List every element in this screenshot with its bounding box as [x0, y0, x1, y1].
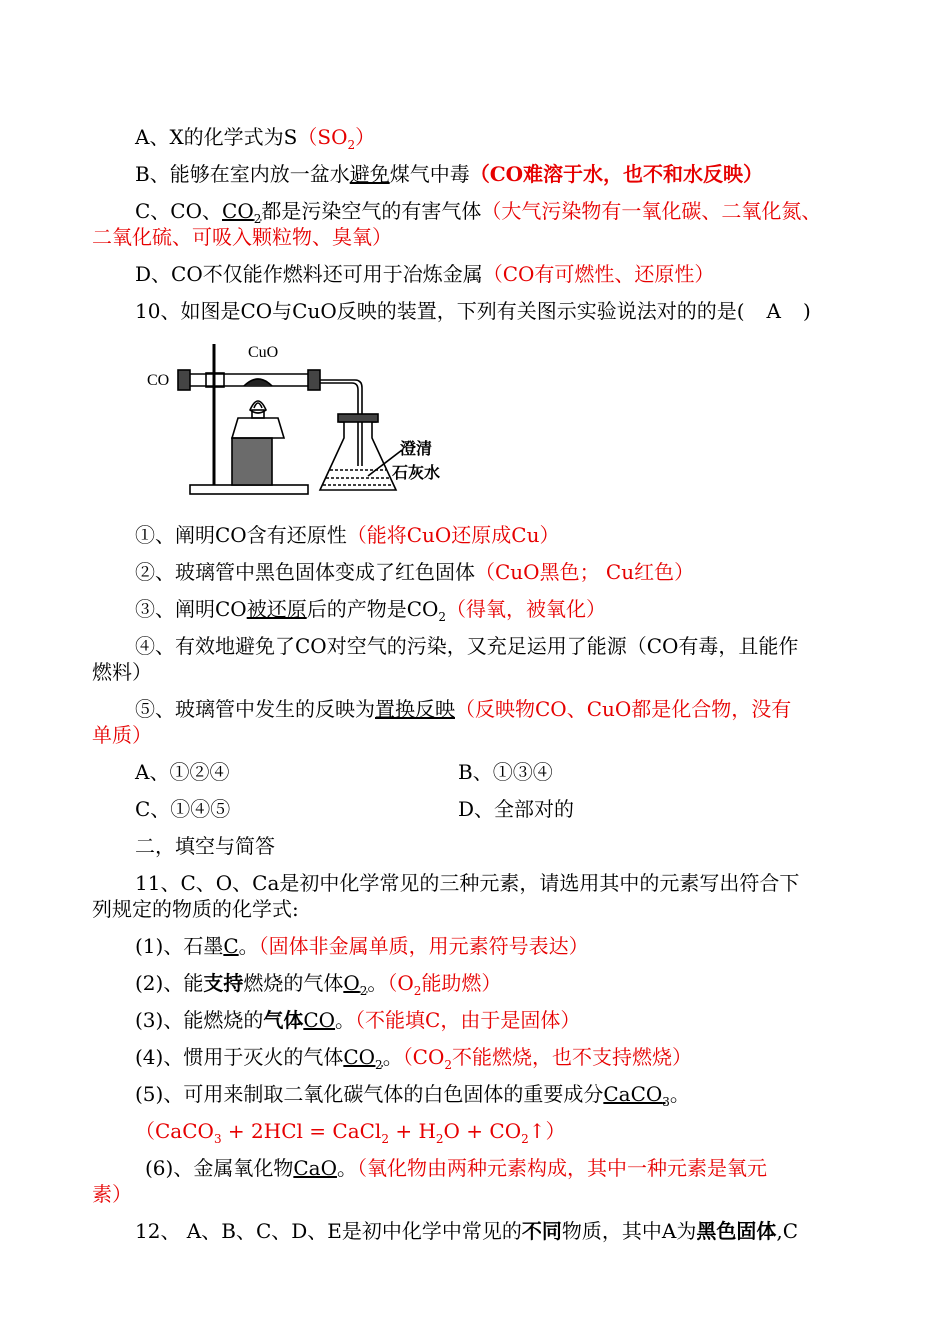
q9-option-c: C、CO、$CO_2$都是污染空气的有害气体（大气污染物有一氧化碳、二氧化氮、 [135, 199, 822, 226]
q11-stem: 11、C、O、Ca是初中化学常见的三种元素，请选用其中的元素写出符合下 [135, 871, 800, 895]
q11-item-4: (4)、惯用于灭火的气体$CO_2$。（$CO_2$不能燃烧，也不支持燃烧） [135, 1045, 693, 1072]
q10-options-row-1: A、①②④ B、①③④ [135, 760, 553, 784]
q9-option-c-note: 二氧化硫、可吸入颗粒物、臭氧） [92, 225, 392, 249]
q10-stem: 10、如图是CO与CuO反映的装置，下列有关图示实验说法对的的是( A ) [135, 299, 811, 323]
q12-stem: 12、 A、B、C、D、E是初中化学中常见的不同物质，其中A为黑色固体,C [135, 1219, 799, 1243]
figure-co-label: CO [147, 372, 170, 389]
q10-statement-5-note: 单质） [92, 723, 152, 747]
q11-equation: （CaCO$_3$ + 2HCl = CaCl$_2$ + $H_2O$ + $CO_2↑$） [135, 1119, 566, 1146]
q10-statement-2: ②、玻璃管中黑色固体变成了红色固体（CuO黑色； Cu红色） [135, 560, 695, 584]
q9-option-a: A、X的化学式为$S(SO_2)$ [135, 125, 376, 152]
section-2-heading: 二，填空与简答 [135, 834, 275, 858]
q10-statement-4-cont: 燃料） [92, 660, 152, 684]
q10-statement-5: ⑤、玻璃管中发生的反映为置换反映（反映物CO、CuO都是化合物，没有 [135, 697, 792, 721]
q9-option-b: B、能够在室内放一盆水避免煤气中毒（CO难溶于水，也不和水反映） [135, 162, 764, 186]
q10-statement-4: ④、有效地避免了CO对空气的污染，又充足运用了能源（CO有毒，且能作 [135, 634, 799, 658]
q11-item-2: (2)、能支持燃烧的气体$O_2$。（$O_2$能助燃） [135, 971, 502, 998]
q11-item-3: (3)、能燃烧的气体CO。（不能填C，由于是固体） [135, 1008, 581, 1032]
figure-lime-label-2: 石灰水 [392, 463, 441, 482]
figure-cuo-label: CuO [248, 344, 279, 361]
q10-statement-3: ③、阐明CO被还原后的产物是$CO_2$（得氧，被氧化） [135, 597, 607, 624]
q11-item-5: (5)、可用来制取二氧化碳气体的白色固体的重要成分CaCO$_3$。 [135, 1082, 690, 1109]
q11-item-1: (1)、石墨C。（固体非金属单质，用元素符号表达） [135, 934, 589, 958]
q10-statement-1: ①、阐明CO含有还原性（能将CuO还原成Cu） [135, 523, 560, 547]
q11-stem-cont: 列规定的物质的化学式: [92, 897, 299, 921]
q10-options-row-2: C、①④⑤ D、全部对的 [135, 797, 575, 821]
figure-lime-label-1: 澄清 [400, 439, 433, 458]
q11-item-6-note: 素） [92, 1182, 132, 1206]
co-cuo-apparatus-figure [140, 338, 470, 503]
q11-item-6: (6)、金属氧化物CaO。（氧化物由两种元素构成，其中一种元素是氧元 [145, 1156, 767, 1180]
q9-option-d: D、CO不仅能作燃料还可用于冶炼金属（CO有可燃性、还原性） [135, 262, 715, 286]
